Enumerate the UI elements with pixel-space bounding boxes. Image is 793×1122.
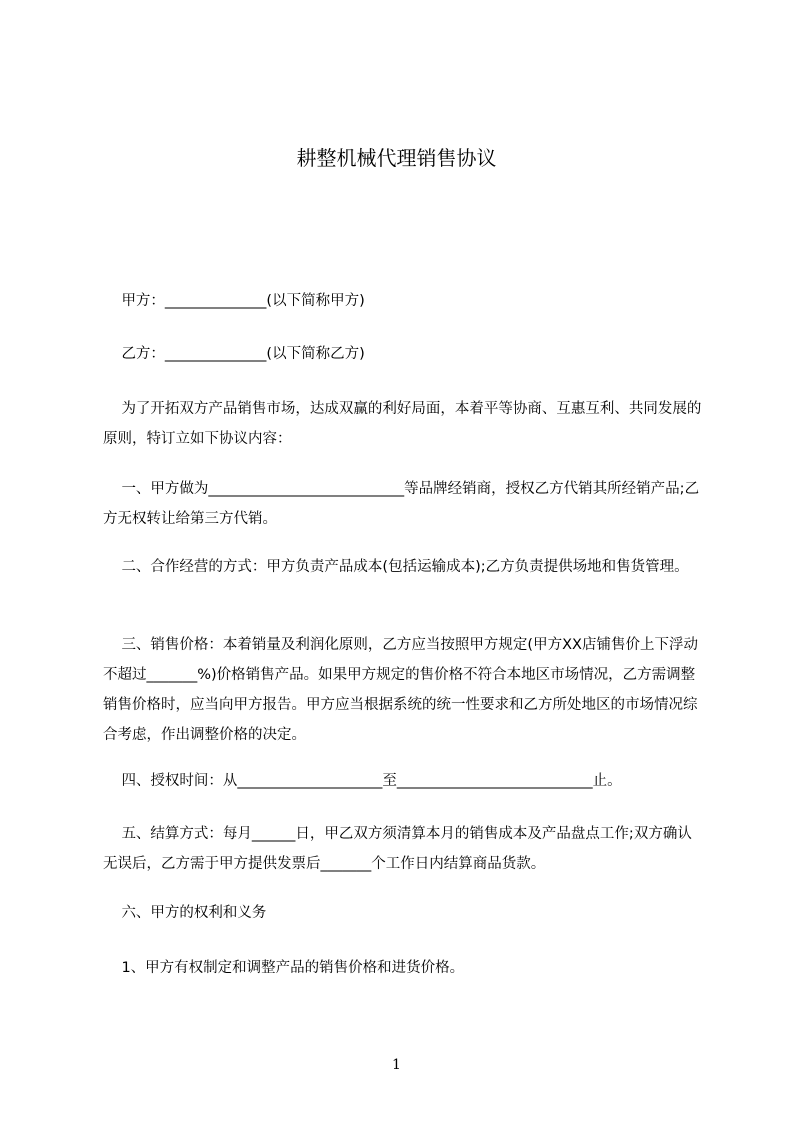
clause-6-heading: 六、甲方的权利和义务 (103, 905, 267, 921)
clause-2-paragraph: 二、合作经营的方式：甲方负责产品成本(包括运输成本);乙方负责提供场地和售货管理。 (103, 559, 689, 575)
party-b-line: 乙方：______________(以下简称乙方) (103, 346, 365, 362)
clause-1-paragraph: 一、甲方做为___________________________等品牌经销商，授权乙方代销其所经销产品;乙方无权转让给第三方代销。 (103, 481, 700, 527)
clause-4-paragraph: 四、授权时间：从____________________至___________________________止。 (103, 773, 622, 789)
clause-3-paragraph: 三、销售价格：本着销量及利润化原则，乙方应当按照甲方规定(甲方XX店铺售价上下浮动不超过_______%)价格销售产品。如果甲方规定的售价格不符合本地区市场情况，乙方需调整销售价格时，应当向甲方报告。甲方应当根据系统的统一性要求和乙方所处地区的市场情况综合考虑，作出调整价格的决定。 (103, 637, 698, 743)
party-a-line: 甲方：______________(以下简称甲方) (103, 293, 365, 309)
page-number: 1 (392, 1057, 401, 1073)
clause-6-item-1: 1、甲方有权制定和调整产品的销售价格和进货价格。 (103, 960, 465, 976)
document-title: 耕整机械代理销售协议 (296, 146, 497, 170)
preamble-paragraph: 为了开拓双方产品销售市场，达成双赢的利好局面，本着平等协商、互惠互利、共同发展的原则，特订立如下协议内容： (103, 401, 702, 447)
clause-5-paragraph: 五、结算方式：每月______日，甲乙双方须清算本月的销售成本及产品盘点工作;双方确认无误后，乙方需于甲方提供发票后_______个工作日内结算商品货款。 (103, 826, 692, 872)
